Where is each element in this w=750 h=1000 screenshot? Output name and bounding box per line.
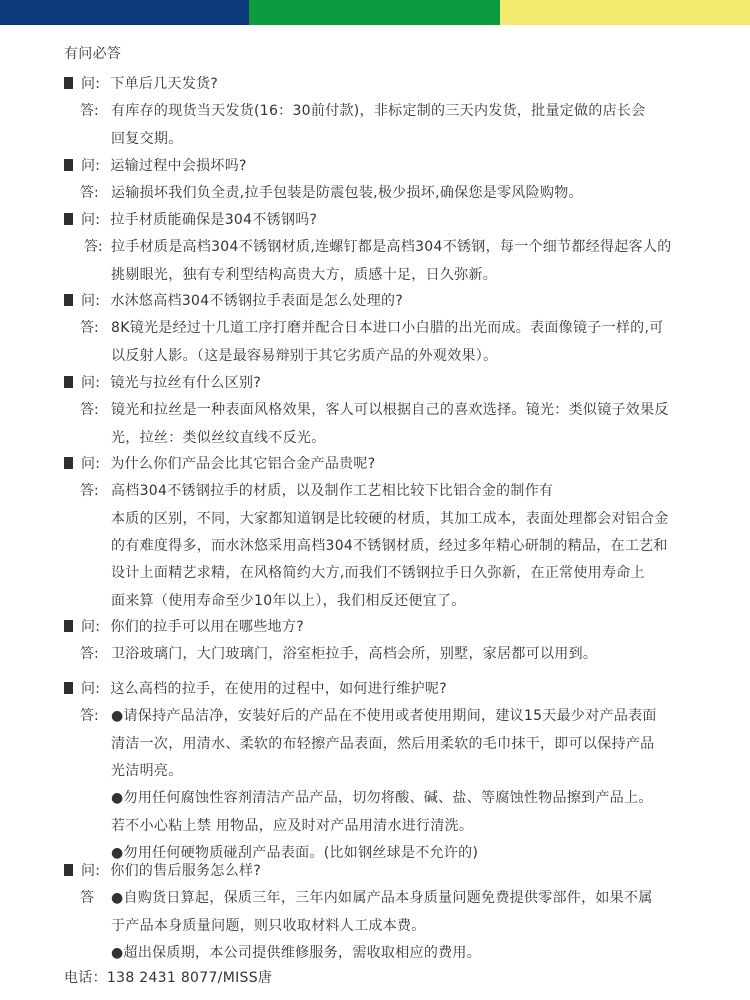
- answer-label: 答: [80, 890, 94, 907]
- answer-line: 清洁一次，用清水、柔软的布轻擦产品表面，然后用柔软的毛巾抹干，即可以保持产品: [111, 735, 655, 752]
- answer-line: 卫浴玻璃门，大门玻璃门，浴室柜拉手，高档会所，别墅，家居都可以用到。: [111, 646, 598, 663]
- faq-question: [64, 617, 304, 637]
- answer-label: 答:: [80, 103, 99, 120]
- question-text: 运输过程中会损坏吗?: [110, 158, 247, 174]
- faq-question: [64, 74, 218, 94]
- top-color-bar: [0, 0, 750, 25]
- answer-line: 以反射人影。（这是最容易辩别于其它劣质产品的外观效果）。: [111, 347, 498, 364]
- answer-line: ●自购货日算起，保质三年，三年内如属产品本身质量问题免费提供零部件，如果不属: [111, 890, 653, 907]
- question-text: 拉手材质能确保是304不锈钢吗?: [110, 212, 318, 228]
- question-text: 为什么你们产品会比其它铝合金产品贵呢?: [110, 456, 376, 472]
- question-label: 问:: [81, 681, 101, 697]
- answer-label: 答:: [80, 185, 99, 202]
- answer-label: 答:: [84, 239, 103, 256]
- answer-label: 答:: [80, 320, 99, 337]
- top-bar-green: [249, 0, 500, 25]
- answer-line: 8K镜光是经过十几道工序打磨并配合日本进口小白腊的出光而成。表面像镜子一样的,可: [111, 320, 664, 337]
- faq-question: [64, 291, 403, 311]
- question-label: 问:: [81, 76, 101, 92]
- square-bullet-icon: [64, 682, 73, 694]
- faq-question: [64, 679, 447, 699]
- square-bullet-icon: [64, 77, 73, 89]
- answer-line: 面来算（使用寿命至少10年以上），我们相反还便宜了。: [111, 592, 466, 609]
- top-bar-blue: [0, 0, 249, 25]
- question-label: 问:: [81, 456, 101, 472]
- answer-line: 有库存的现货当天发货(16：30前付款)，非标定制的三天内发货，批量定做的店长会: [111, 103, 646, 120]
- question-label: 问:: [81, 375, 101, 391]
- answer-label: 答:: [80, 708, 99, 725]
- square-bullet-icon: [64, 620, 73, 632]
- answer-line: 若不小心粘上禁 用物品，应及时对产品用清水进行清洗。: [111, 817, 474, 834]
- question-text: 下单后几天发货?: [110, 76, 219, 92]
- square-bullet-icon: [64, 213, 73, 225]
- square-bullet-icon: [64, 457, 73, 469]
- square-bullet-icon: [64, 376, 73, 388]
- square-bullet-icon: [64, 159, 73, 171]
- question-text: 这么高档的拉手，在使用的过程中，如何进行维护呢?: [110, 681, 447, 697]
- answer-line: ●超出保质期，本公司提供维修服务，需收取相应的费用。: [111, 944, 482, 961]
- answer-line: 的有难度得多，而水沐悠采用高档304不锈钢材质，经过多年精心研制的精品，在工艺和: [111, 537, 668, 554]
- faq-question: [64, 454, 375, 474]
- square-bullet-icon: [64, 294, 73, 306]
- question-label: 问:: [81, 619, 101, 635]
- faq-title: 有问必答: [64, 46, 122, 62]
- question-label: 问:: [81, 212, 101, 228]
- answer-label: 答:: [80, 483, 99, 500]
- question-text: 你们的拉手可以用在哪些地方?: [110, 619, 304, 635]
- question-label: 问:: [81, 863, 101, 879]
- answer-line: 运输损坏我们负全责,拉手包装是防震包装,极少损坏,确保您是零风险购物。: [111, 185, 583, 202]
- top-bar-yellow: [500, 0, 750, 25]
- question-text: 你们的售后服务怎么样?: [110, 863, 262, 879]
- faq-question: [64, 210, 317, 230]
- answer-line: 光，拉丝：类似丝纹直线不反光。: [111, 429, 326, 446]
- answer-line: 于产品本身质量问题，则只收取材料人工成本费。: [111, 917, 426, 934]
- contact-phone: 电话：138 2431 8077/MISS唐: [64, 970, 273, 986]
- answer-line: 回复交期。: [111, 130, 183, 147]
- question-text: 水沐悠高档304不锈钢拉手表面是怎么处理的?: [110, 293, 404, 309]
- answer-label: 答:: [80, 402, 99, 419]
- answer-label: 答:: [80, 646, 99, 663]
- answer-line: 设计上面精艺求精，在风格简约大方,而我们不锈钢拉手日久弥新，在正常使用寿命上: [111, 565, 645, 582]
- answer-line: 高档304不锈钢拉手的材质，以及制作工艺相比较下比铝合金的制作有: [111, 483, 554, 500]
- answer-line: ●请保持产品洁净，安装好后的产品在不使用或者使用期间，建议15天最少对产品表面: [111, 708, 657, 725]
- answer-line: ●勿用任何腐蚀性容剂清洁产品产品，切勿将酸、碱、盐、等腐蚀性物品擦到产品上。: [111, 790, 653, 807]
- answer-line: ●勿用任何硬物质碰刮产品表面。(比如钢丝球是不允许的): [111, 844, 479, 861]
- question-label: 问:: [81, 158, 101, 174]
- square-bullet-icon: [64, 864, 73, 876]
- faq-question: [64, 156, 247, 176]
- answer-line: 本质的区别，不同，大家都知道钢是比较硬的材质，其加工成本，表面处理都会对铝合金: [111, 510, 669, 527]
- question-text: 镜光与拉丝有什么区别?: [110, 375, 262, 391]
- answer-line: 挑剔眼光，独有专利型结构高贵大方，质感十足，日久弥新。: [111, 266, 498, 283]
- answer-line: 镜光和拉丝是一种表面风格效果，客人可以根据自己的喜欢选择。镜光：类似镜子效果反: [111, 402, 669, 419]
- answer-line: 光洁明亮。: [111, 762, 183, 779]
- question-label: 问:: [81, 293, 101, 309]
- answer-line: 拉手材质是高档304不锈钢材质,连螺钉都是高档304不锈钢，每一个细节都经得起客人的: [111, 239, 672, 256]
- faq-question: [64, 861, 261, 881]
- faq-question: [64, 373, 261, 393]
